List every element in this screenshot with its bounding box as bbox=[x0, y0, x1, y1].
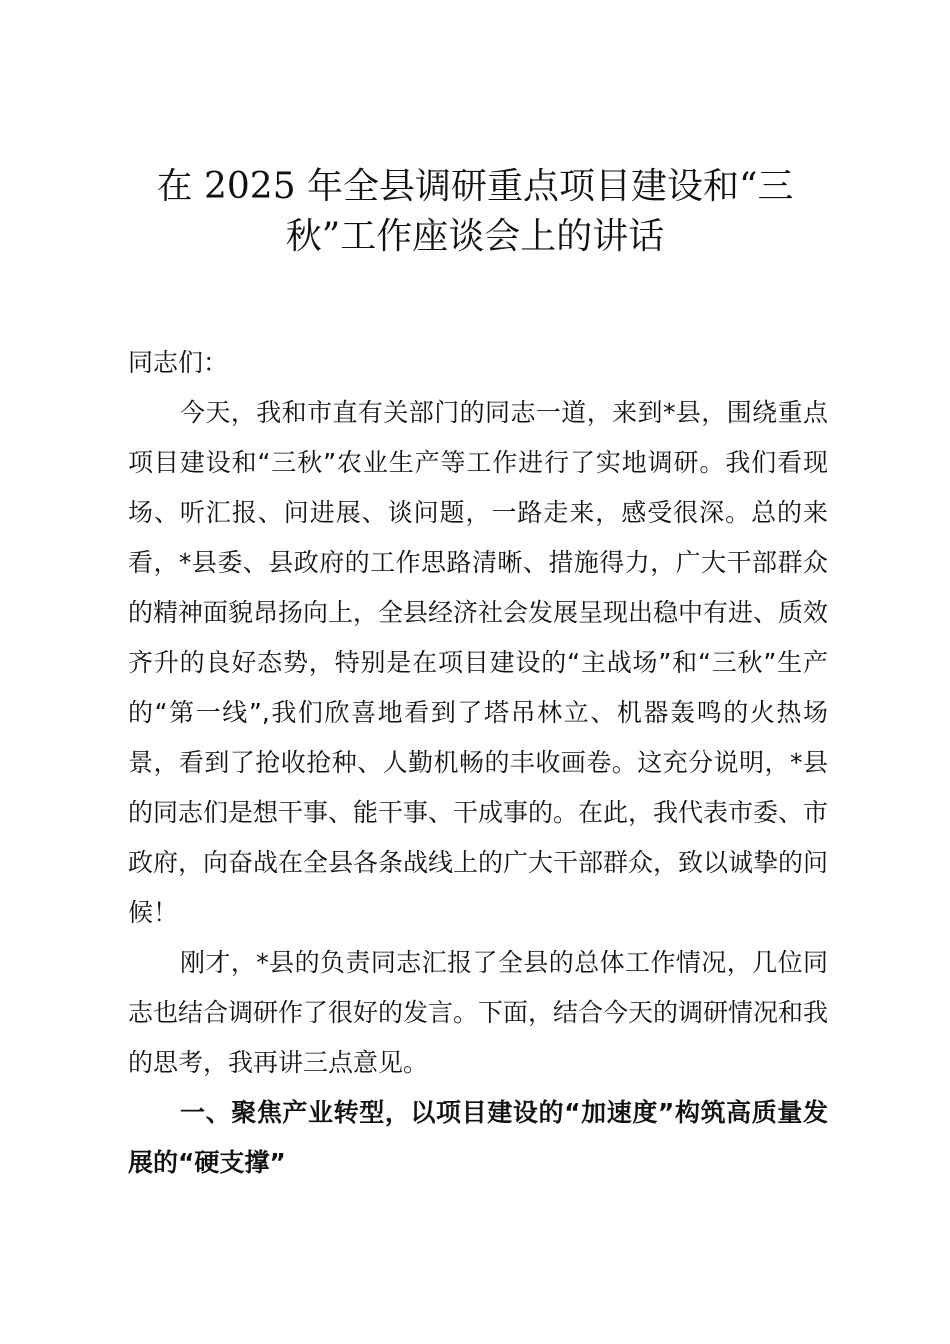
document-title bbox=[110, 162, 840, 262]
salutation: 同志们： bbox=[128, 348, 229, 377]
paragraph-transition: 刚才，*县的负责同志汇报了全县的总体工作情况，几位同志也结合调研作了很好的发言。下面，结合今天的调研情况和我的思考，我再讲三点意见。 bbox=[128, 948, 829, 1077]
title-line-1: 在 2025 年全县调研重点项目建设和“三 bbox=[156, 166, 794, 207]
paragraph-opening: 今天，我和市直有关部门的同志一道，来到*县，围绕重点项目建设和“三秋”农业生产等工作进行了实地调研。我们看现场、听汇报、问进展、谈问题，一路走来，感受很深。总的来看，*县委、县政府的工作思路清晰、措施得力，广大干部群众的精神面貌昂扬向上，全县经济社会发展呈现出稳中有进、质效齐升的良好态势，特别是在项目建设的“主战场”和“三秋”生产的“第一线”,我们欣喜地看到了塔吊林立、机器轰鸣的火热场景，看到了抢收抢种、人勤机畅的丰收画卷。这充分说明，*县的同志们是想干事、能干事、干成事的。在此，我代表市委、市政府，向奋战在全县各条战线上的广大干部群众，致以诚挚的问候！ bbox=[128, 398, 829, 927]
title-line-2: 秋”工作座谈会上的讲话 bbox=[285, 216, 665, 257]
document-body bbox=[128, 338, 828, 1188]
section-heading-1: 一、聚焦产业转型，以项目建设的“加速度”构筑高质量发展的“硬支撑” bbox=[128, 1098, 828, 1177]
